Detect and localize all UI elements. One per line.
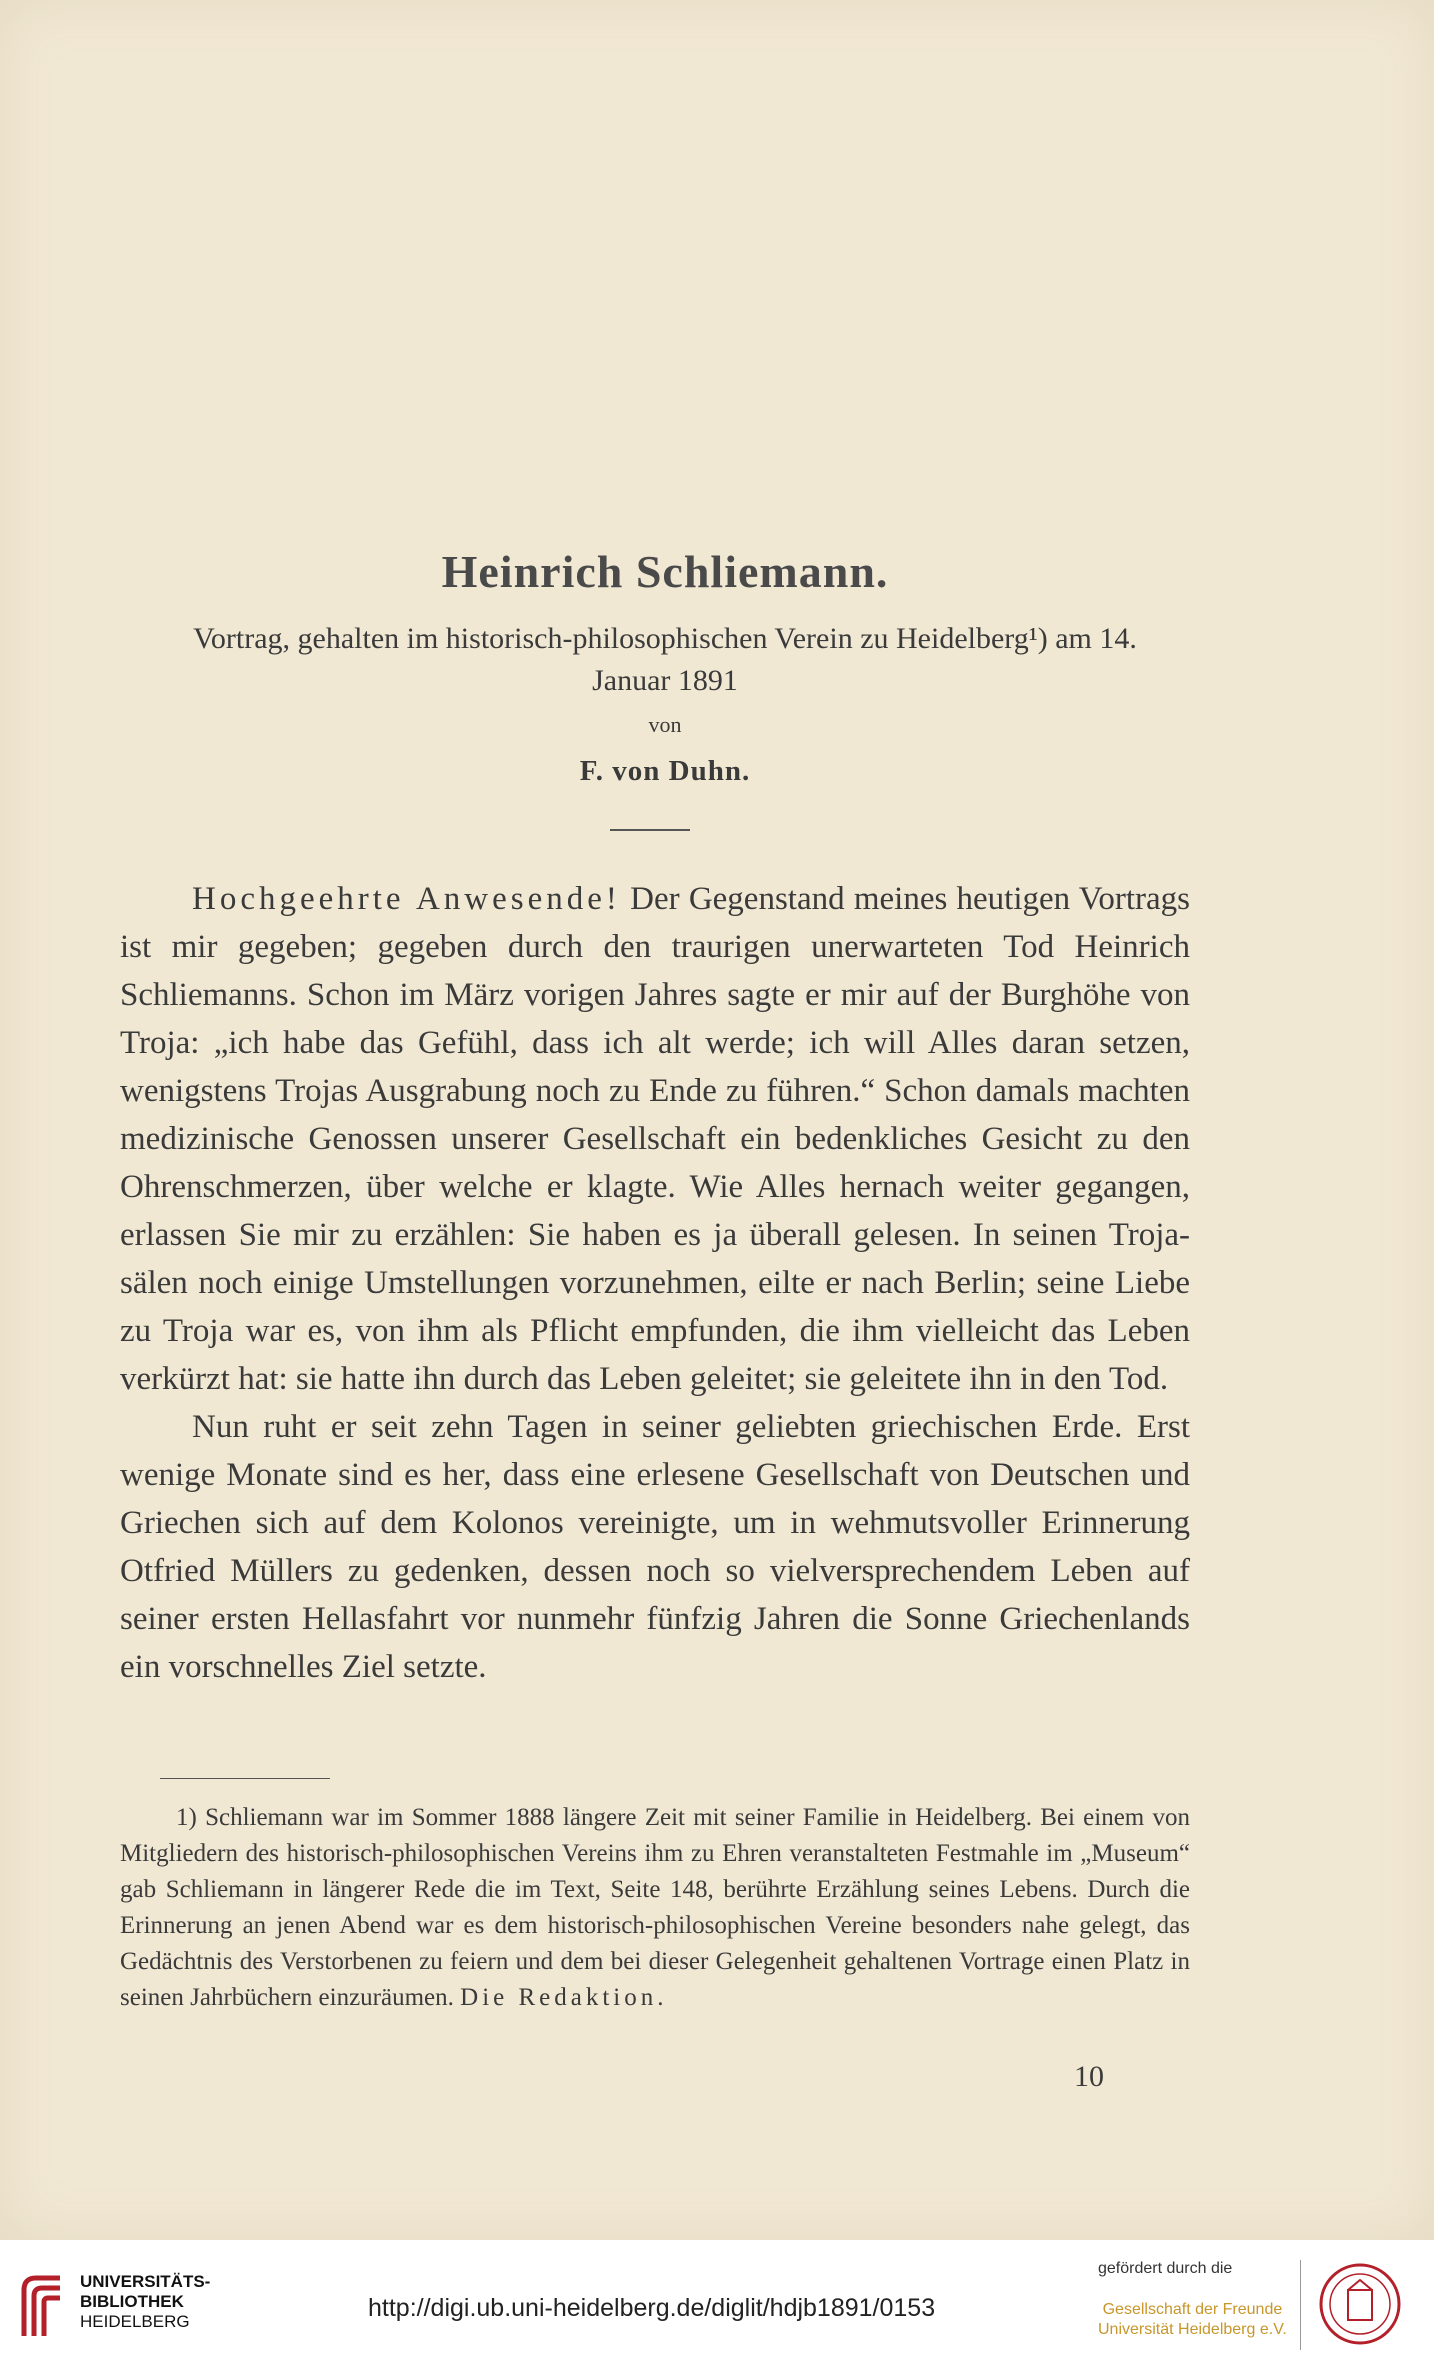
subtitle: Vortrag, gehalten im historisch-philosophischen Verein zu Heidelberg¹) am 14. Januar 1891 (193, 622, 1137, 697)
page-title: Heinrich Schliemann. (441, 546, 889, 597)
page-number: 10 (1074, 2060, 1104, 2093)
paragraph-2-text: Nun ruht er seit zehn Tagen in seiner geliebten griechischen Erde. Erst wenige Monate sind es her, dass eine erlesene Gesellschaft von Deutschen und Griechen sich auf dem Kolonos vereinigte, um in wehmutsvoller Erinnerung Otfried Müllers zu gedenken, dessen noch so vielversprechendem Leben auf seiner ersten Hellasfahrt vor nunmehr fünfzig Jahren die Sonne Griechenlands ein vorschnelles Ziel setzte. (120, 1409, 1190, 1685)
footnote-signature: Die Redaktion. (460, 1984, 668, 2011)
university-seal-icon (1318, 2262, 1402, 2346)
title-divider (610, 829, 690, 831)
society-line-2: Universität Heidelberg e.V. (1098, 2321, 1287, 2338)
funded-by-label: gefördert durch die (1098, 2260, 1233, 2277)
author: F. von Duhn. (579, 755, 751, 787)
footnote (120, 1800, 1190, 2016)
paragraph-1 (120, 875, 1190, 1403)
footer-divider (1300, 2260, 1301, 2350)
library-line-3: HEIDELBERG (80, 2312, 190, 2331)
paragraph-1-text: Der Gegenstand meines heutigen Vortrags ist mir gegeben; gegeben durch den traurigen unerwarteten Tod Heinrich Schliemanns. Schon im März vorigen Jahres sagte er mir auf der Burghöhe von Troja: „ich habe das Gefühl, dass ich alt werde; ich will Alles daran setzen, wenigstens Trojas Ausgrabung noch zu Ende zu führen.“ Schon damals machten medizinische Genossen unserer Gesellschaft ein bedenkliches Gesicht zu den Ohrenschmerzen, über welche er klagte. Wie Alles hernach weiter gegangen, erlassen Sie mir zu erzählen: Sie haben es ja überall gelesen. In seinen Troja-sälen noch einige Umstellungen vorzunehmen, eilte er nach Berlin; seine Liebe zu Troja war es, von ihm als Pflicht empfunden, die ihm vielleicht das Leben verkürzt hat: sie hatte ihn durch das Leben geleitet; sie geleitete ihn in den Tod. (120, 881, 1190, 1397)
society-name (1098, 2300, 1287, 2340)
library-line-1: UNIVERSITÄTS- (80, 2272, 211, 2291)
footnote-divider (160, 1778, 330, 1779)
salutation: Hochgeehrte Anwesende! (192, 881, 621, 917)
body-text (120, 875, 1190, 1691)
university-library-logo-icon (16, 2270, 66, 2340)
footnote-paragraph (120, 1800, 1190, 2016)
footer-bar (0, 2250, 1434, 2357)
permalink-url[interactable]: http://digi.ub.uni-heidelberg.de/diglit/hdjb1891/0153 (368, 2294, 936, 2322)
von-line: von (648, 712, 682, 737)
paragraph-2 (120, 1403, 1190, 1691)
society-line-1: Gesellschaft der Freunde (1102, 2301, 1283, 2318)
library-line-2: BIBLIOTHEK (80, 2292, 184, 2311)
library-name (80, 2272, 210, 2332)
footnote-text: 1) Schliemann war im Sommer 1888 längere Zeit mit seiner Familie in Heidelberg. Bei einem von Mitgliedern des historisch-philosophischen Vereins ihm zu Ehren veranstalteten Festmahle im „Museum“ gab Schliemann in längerer Rede die im Text, Seite 148, berührte Erzählung seines Lebens. Durch die Erinnerung an jenen Abend war es dem historisch-philosophischen Vereine besonders nahe gelegt, das Gedächtnis des Verstorbenen zu feiern und dem bei dieser Gelegenheit gehaltenen Vortrage einen Platz in seinen Jahrbüchern einzuräumen. (120, 1804, 1190, 2011)
